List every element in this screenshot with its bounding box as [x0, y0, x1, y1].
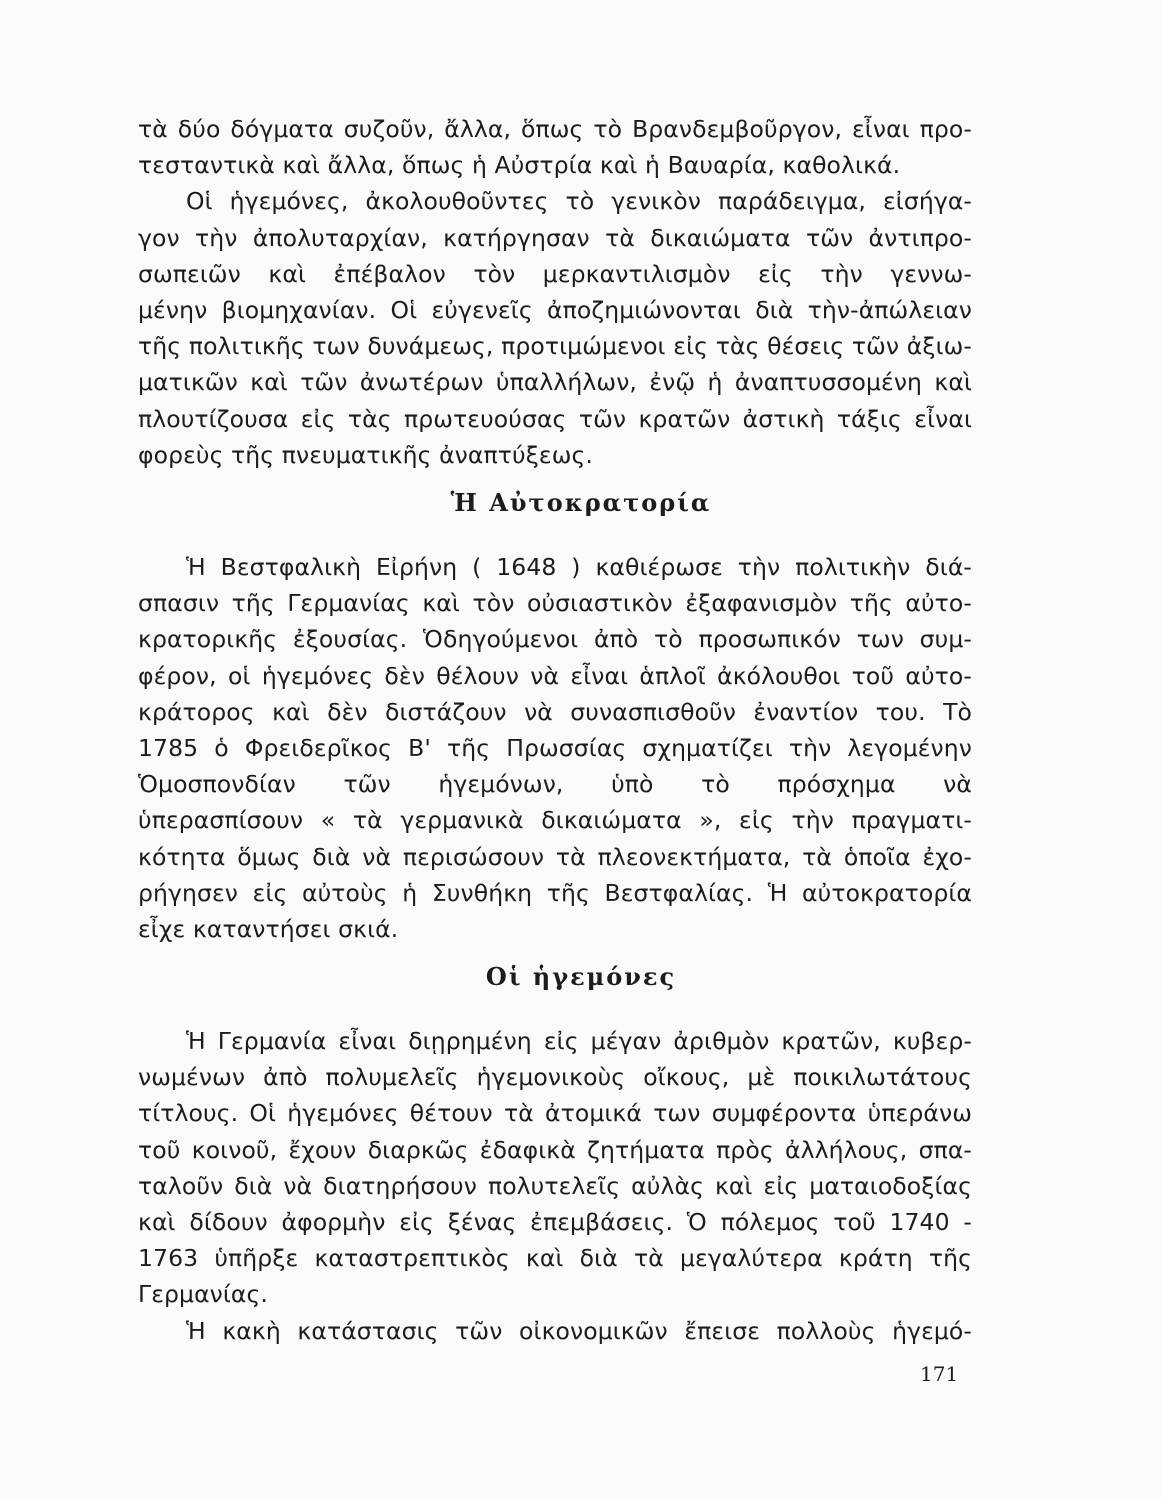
- text-line: τεσταντικὰ καὶ ἄλλα, ὅπως ἡ Αὐστρία καὶ ἡ Βαυαρία, καθολικά.: [138, 151, 901, 180]
- text-line: πλουτίζουσα εἰς τὰς πρωτευούσας τῶν κρατῶν ἀστικὴ τάξις εἶναι: [138, 404, 972, 433]
- text-line: μένην βιομηχανίαν. Οἱ εὐγενεῖς ἀποζημιώνονται διὰ τὴν-ἀπώλειαν: [138, 295, 972, 324]
- text-line: ρήγησεν εἰς αὐτοὺς ἡ Συνθήκη τῆς Βεστφαλίας. Ἡ αὐτοκρατορία: [138, 878, 972, 907]
- text-line: τῆς πολιτικῆς των δυνάμεως, προτιμώμενοι εἰς τὰς θέσεις τῶν ἀξιω-: [138, 332, 972, 361]
- text-line: ματικῶν καὶ τῶν ἀνωτέρων ὑπαλλήλων, ἐνῷ ἡ ἀναπτυσσομένη καὶ: [138, 368, 972, 397]
- text-line: κρατορικῆς ἐξουσίας. Ὁδηγούμενοι ἀπὸ τὸ προσωπικόν των συμ-: [138, 625, 972, 654]
- text-line: Ἡ κακὴ κατάστασις τῶν οἰκονομικῶν ἔπεισε πολλοὺς ἡγεμό-: [186, 1316, 972, 1345]
- text-block-hegemones: [138, 1023, 972, 1349]
- text-line: τίτλους. Οἱ ἡγεμόνες θέτουν τὰ ἀτομικά των συμφέροντα ὑπεράνω: [138, 1099, 972, 1128]
- text-line: εἶχε καταντήσει σκιά.: [138, 914, 399, 943]
- text-line: γον τὴν ἀπολυταρχίαν, κατήργησαν τὰ δικαιώματα τῶν ἀντιπρο-: [138, 223, 972, 252]
- text-line: σωπειῶν καὶ ἐπέβαλον τὸν μερκαντιλισμὸν εἰς τὴν γεννω-: [138, 259, 972, 288]
- page-number: 171: [920, 1362, 959, 1386]
- text-line: 1763 ὑπῆρξε καταστρεπτικὸς καὶ διὰ τὰ μεγαλύτερα κράτη τῆς: [138, 1244, 972, 1273]
- text-line: νωμένων ἀπὸ πολυμελεῖς ἡγεμονικοὺς οἴκους, μὲ ποικιλωτάτους: [138, 1063, 972, 1092]
- text-line: σπασιν τῆς Γερμανίας καὶ τὸν οὐσιαστικὸν ἐξαφανισμὸν τῆς αὐτο-: [138, 589, 972, 618]
- text-line: Γερμανίας.: [138, 1280, 268, 1309]
- text-line: ταλοῦν διὰ νὰ διατηρήσουν πολυτελεῖς αὐλὰς καὶ εἰς ματαιοδοξίας: [138, 1171, 972, 1200]
- text-block-autokratoria: [138, 549, 972, 947]
- text-line: τὰ δύο δόγματα συζοῦν, ἄλλα, ὅπως τὸ Βρανδεμβοῦργον, εἶναι προ-: [138, 115, 972, 143]
- section-heading-hegemones: Οἱ ἡγεμόνες: [485, 962, 677, 991]
- text-line: ὑπερασπίσουν « τὰ γερμανικὰ δικαιώματα », εἰς τὴν πραγματι-: [138, 806, 972, 835]
- text-line: τοῦ κοινοῦ, ἔχουν διαρκῶς ἐδαφικὰ ζητήματα πρὸς ἀλλήλους, σπα-: [138, 1135, 972, 1164]
- text-line: Ἡ Βεστφαλικὴ Εἰρήνη ( 1648 ) καθιέρωσε τὴν πολιτικὴν διά-: [186, 553, 972, 581]
- text-line: Ἡ Γερμανία εἶναι διῃρημένη εἰς μέγαν ἀριθμὸν κρατῶν, κυβερ-: [186, 1027, 972, 1055]
- text-line: Ὁμοσπονδίαν τῶν ἡγεμόνων, ὑπὸ τὸ πρόσχημα νὰ: [138, 770, 972, 799]
- text-line: καὶ δίδουν ἀφορμὴν εἰς ξένας ἐπεμβάσεις. Ὁ πόλεμος τοῦ 1740 -: [138, 1207, 972, 1236]
- text-line: κότητα ὅμως διὰ νὰ περισώσουν τὰ πλεονεκτήματα, τὰ ὁποῖα ἐχο-: [138, 842, 972, 871]
- section-heading-autokratoria: Ἡ Αὐτοκρατορία: [450, 488, 712, 517]
- text-line: φορεὺς τῆς πνευματικῆς ἀναπτύξεως.: [138, 440, 593, 469]
- text-line: κράτορος καὶ δὲν διστάζουν νὰ συνασπισθοῦν ἐναντίον του. Τὸ: [138, 697, 972, 726]
- text-line: Οἱ ἡγεμόνες, ἀκολουθοῦντες τὸ γενικὸν παράδειγμα, εἰσήγα-: [186, 187, 972, 216]
- text-block-intro: [138, 111, 972, 473]
- text-line: φέρον, οἱ ἡγεμόνες δὲν θέλουν νὰ εἶναι ἁπλοῖ ἀκόλουθοι τοῦ αὐτο-: [138, 661, 972, 690]
- text-line: 1785 ὁ Φρειδερῖκος Β' τῆς Πρωσσίας σχηματίζει τὴν λεγομένην: [138, 733, 972, 762]
